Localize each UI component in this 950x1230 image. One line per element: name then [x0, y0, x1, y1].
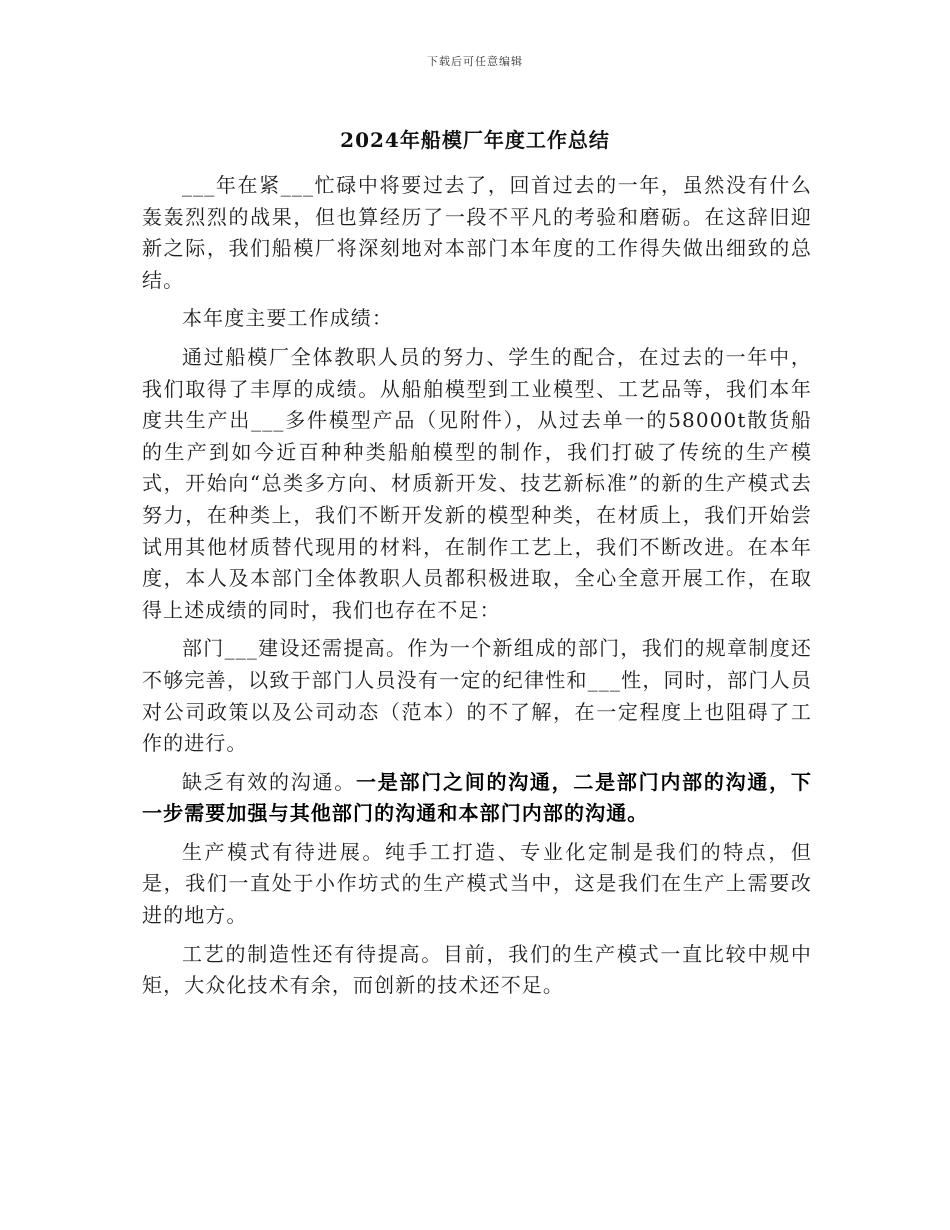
document-body [142, 170, 812, 1009]
document-title: 2024年船模厂年度工作总结 [340, 128, 610, 152]
communication-text: 缺乏有效的沟通。 [182, 769, 356, 794]
communication-bold-text: 一是部门之间的沟通，二是部门内部的沟通，下一步需要加强与其他部门的沟通和本部门内部的沟通。 [142, 769, 812, 826]
craftsmanship-text: 工艺的制造性还有待提高。目前，我们的生产模式一直比较中规中矩，大众化技术有余，而创新的技术还不足。 [142, 941, 812, 998]
production-mode-text: 生产模式有待进展。纯手工打造、专业化定制是我们的特点，但是，我们一直处于小作坊式的生产模式当中，这是我们在生产上需要改进的地方。 [142, 839, 812, 928]
paragraph-intro [142, 170, 812, 296]
paragraph-production-mode [142, 837, 812, 932]
department-building-text: 部门___建设还需提高。作为一个新组成的部门，我们的规章制度还不够完善，以致于部门人员没有一定的纪律性和___性，同时，部门人员对公司政策以及公司动态（范本）的不了解，在一定程度上也阻碍了工作的进行。 [142, 636, 812, 756]
header-note: 下载后可任意编辑 [427, 55, 523, 68]
paragraph-communication [142, 767, 812, 830]
achievements-text: 通过船模厂全体教职人员的努力、学生的配合，在过去的一年中，我们取得了丰厚的成绩。从船舶模型到工业模型、工艺品等，我们本年度共生产出___多件模型产品（见附件），从过去单一的58000t散货船的生产到如今近百种种类船舶模型的制作，我们打破了传统的生产模式，开始向“总类多方向、材质新开发、技艺新标准”的新的生产模式去努力，在种类上，我们不断开发新的模型种类，在材质上，我们开始尝试用其他材质替代现用的材料，在制作工艺上，我们不断改进。在本年度，本人及本部门全体教职人员都积极进取，全心全意开展工作，在取得上述成绩的同时，我们也存在不足： [142, 344, 812, 622]
paragraph-achievements-heading [142, 303, 812, 335]
paragraph-intro-text: ___年在紧___忙碌中将要过去了，回首过去的一年，虽然没有什么轰轰烈烈的战果，但也算经历了一段不平凡的考验和磨砺。在这辞旧迎新之际，我们船模厂将深刻地对本部门本年度的工作得失做出细致的总结。 [142, 173, 812, 292]
paragraph-craftsmanship [142, 939, 812, 1002]
paragraph-department-building [142, 633, 812, 759]
achievements-heading-text: 本年度主要工作成绩： [182, 306, 393, 331]
paragraph-achievements [142, 342, 812, 626]
